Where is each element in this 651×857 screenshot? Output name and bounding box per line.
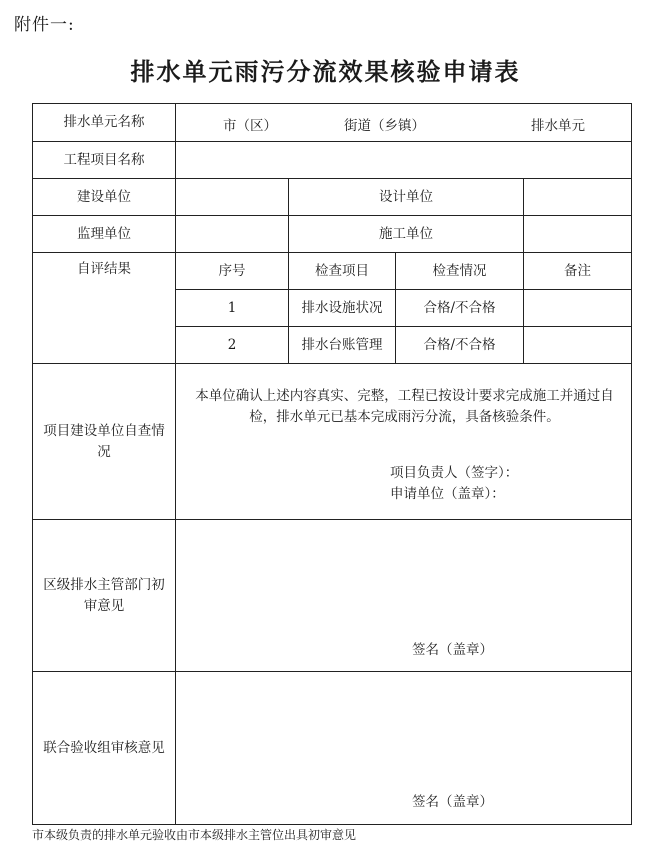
supervision-unit-field[interactable]	[175, 215, 289, 253]
item-1-no: 1	[175, 289, 289, 327]
unit-name-label: 排水单元名称	[32, 103, 176, 142]
district-review-label: 区级排水主管部门初审意见	[32, 519, 176, 672]
street-label: 街道（乡镇）	[344, 118, 425, 134]
supervision-unit-label: 监理单位	[32, 215, 176, 253]
attachment-label: 附件一:	[14, 15, 75, 35]
item-2-no: 2	[175, 326, 289, 364]
item-1-status[interactable]: 合格/不合格	[395, 289, 524, 327]
header-status: 检查情况	[395, 252, 524, 290]
item-2-note[interactable]	[523, 326, 632, 364]
joint-review-signature: 签名（盖章）	[412, 794, 493, 810]
header-note: 备注	[523, 252, 632, 290]
design-unit-field[interactable]	[523, 178, 632, 216]
application-form	[32, 103, 632, 825]
self-check-content[interactable]	[175, 363, 632, 520]
design-unit-label: 设计单位	[288, 178, 524, 216]
project-name-field[interactable]	[175, 141, 632, 179]
joint-review-label: 联合验收组审核意见	[32, 671, 176, 825]
construction-unit-label: 建设单位	[32, 178, 176, 216]
page-title: 排水单元雨污分流效果核验申请表	[130, 58, 521, 86]
self-check-label: 项目建设单位自查情况	[32, 363, 176, 520]
item-2-name: 排水台账管理	[288, 326, 396, 364]
evaluation-label: 自评结果	[32, 252, 176, 364]
unit-name-field[interactable]	[175, 103, 632, 142]
header-no: 序号	[175, 252, 289, 290]
construction-unit-field[interactable]	[175, 178, 289, 216]
district-review-signature: 签名（盖章）	[412, 642, 493, 658]
project-name-label: 工程项目名称	[32, 141, 176, 179]
builder-unit-field[interactable]	[523, 215, 632, 253]
district-review-field[interactable]	[175, 519, 632, 672]
joint-review-field[interactable]	[175, 671, 632, 825]
item-2-status[interactable]: 合格/不合格	[395, 326, 524, 364]
item-1-name: 排水设施状况	[288, 289, 396, 327]
builder-unit-label: 施工单位	[288, 215, 524, 253]
project-leader-signature: 项目负责人（签字）：	[390, 465, 519, 481]
unit-label: 排水单元	[531, 118, 585, 134]
self-check-statement: 本单位确认上述内容真实、完整，工程已按设计要求完成施工并通过自检，排水单元已基本完成雨污分流，具备核验条件。	[195, 388, 614, 425]
header-item: 检查项目	[288, 252, 396, 290]
footnote: 市本级负责的排水单元验收由市本级排水主管位出具初审意见	[32, 828, 357, 842]
item-1-note[interactable]	[523, 289, 632, 327]
applicant-seal: 申请单位（盖章）：	[390, 486, 505, 502]
city-label: 市（区）	[223, 118, 277, 134]
